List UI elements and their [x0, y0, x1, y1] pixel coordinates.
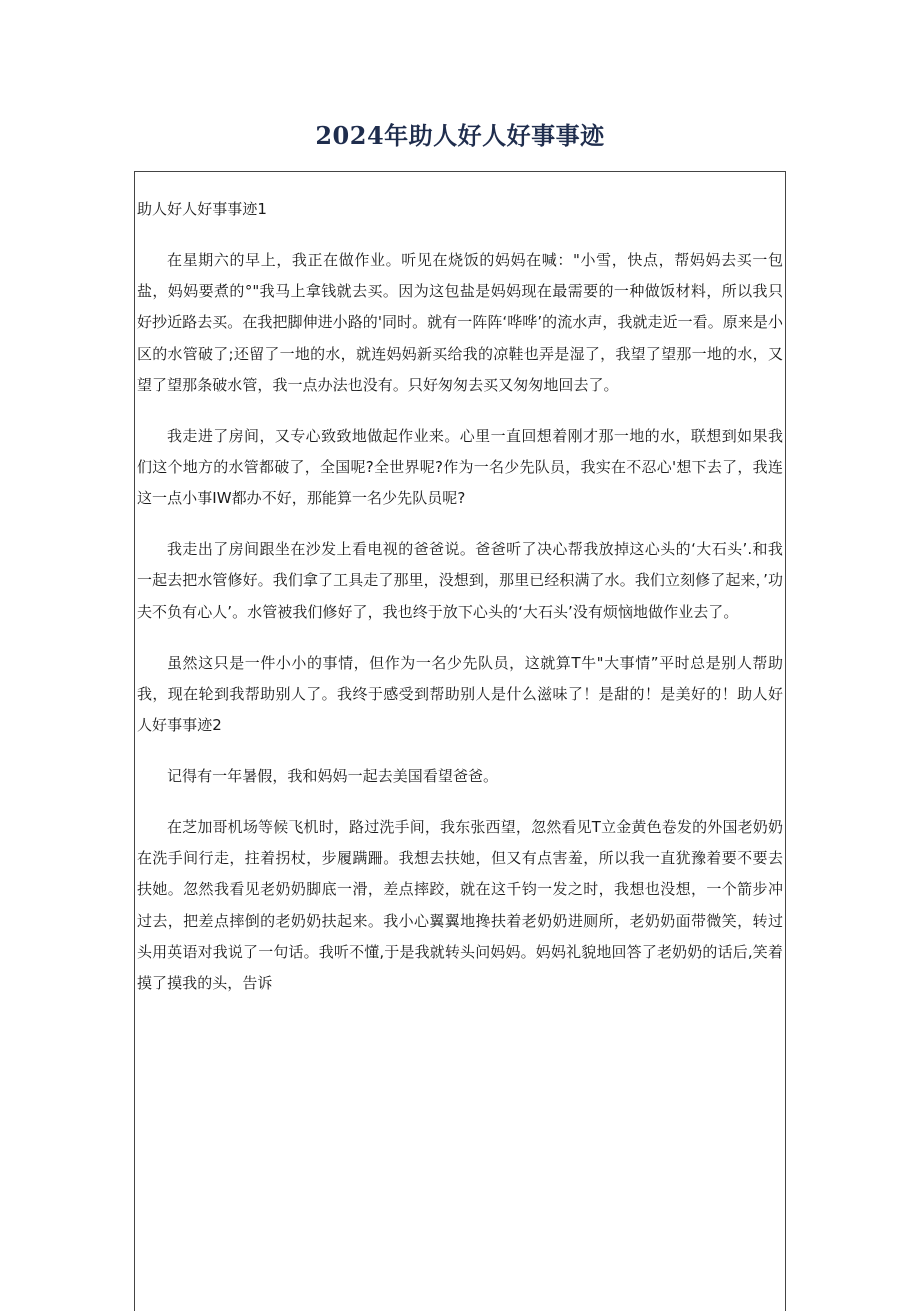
paragraph: 在芝加哥机场等候飞机时，路过洗手间，我东张西望，忽然看见T立金黄色卷发的外国老奶奶在洗手间行走，拄着拐杖，步履蹒跚。我想去扶她，但又有点害羞，所以我一直犹豫着要不要去扶她。忽然我看见老奶奶脚底一滑，差点摔跤，就在这千钧一发之时，我想也没想，一个箭步冲过去，把差点摔倒的老奶奶扶起来。我小心翼翼地搀扶着老奶奶进厕所，老奶奶面带微笑，转过头用英语对我说了一句话。我听不懂,于是我就转头问妈妈。妈妈礼貌地回答了老奶奶的话后,笑着摸了摸我的头，告诉: [137, 817, 783, 993]
paragraph: 虽然这只是一件小小的事情，但作为一名少先队员，这就算T牛"大事情”平时总是别人帮助我，现在轮到我帮助别人了。我终于感受到帮助别人是什么滋味了！是甜的！是美好的！助人好人好事事迹2: [137, 653, 783, 735]
page-title: 2024年助人好人好事事迹: [315, 121, 605, 150]
document-body: [137, 194, 783, 1019]
paragraph: 我走出了房间跟坐在沙发上看电视的爸爸说。爸爸听了决心帮我放掉这心头的‘大石头’.和我一起去把水管修好。我们拿了工具走了那里，没想到，那里已经积满了水。我们立刻修了起来，’功夫不负有心人’。水管被我们修好了，我也终于放下心头的‘大石头’没有烦恼地做作业去了。: [137, 540, 783, 621]
paragraph: 我走进了房间，又专心致致地做起作业来。心里一直回想着刚才那一地的水，联想到如果我们这个地方的水管都破了，全国呢?全世界呢?作为一名少先队员，我实在不忍心'想下去了，我连这一点小事IW都办不好，那能算一名少先队员呢?: [137, 426, 783, 508]
content-frame: [134, 171, 786, 1311]
paragraph: 在星期六的早上，我正在做作业。听见在烧饭的妈妈在喊："小雪，快点，帮妈妈去买一包盐，妈妈要煮的°"我马上拿钱就去买。因为这包盐是妈妈现在最需要的一种做饭材料，所以我只好抄近路去买。在我把脚伸进小路的'同时。就有一阵阵‘哗哗’的流水声，我就走近一看。原来是小区的水管破了;还留了一地的水，就连妈妈新买给我的凉鞋也弄是湿了，我望了望那一地的水，又望了望那条破水管，我一点办法也没有。只好匆匆去买又匆匆地回去了。: [137, 250, 783, 394]
section-heading: 助人好人好事事迹1: [137, 200, 267, 218]
paragraph: 记得有一年暑假，我和妈妈一起去美国看望爸爸。: [167, 766, 499, 785]
